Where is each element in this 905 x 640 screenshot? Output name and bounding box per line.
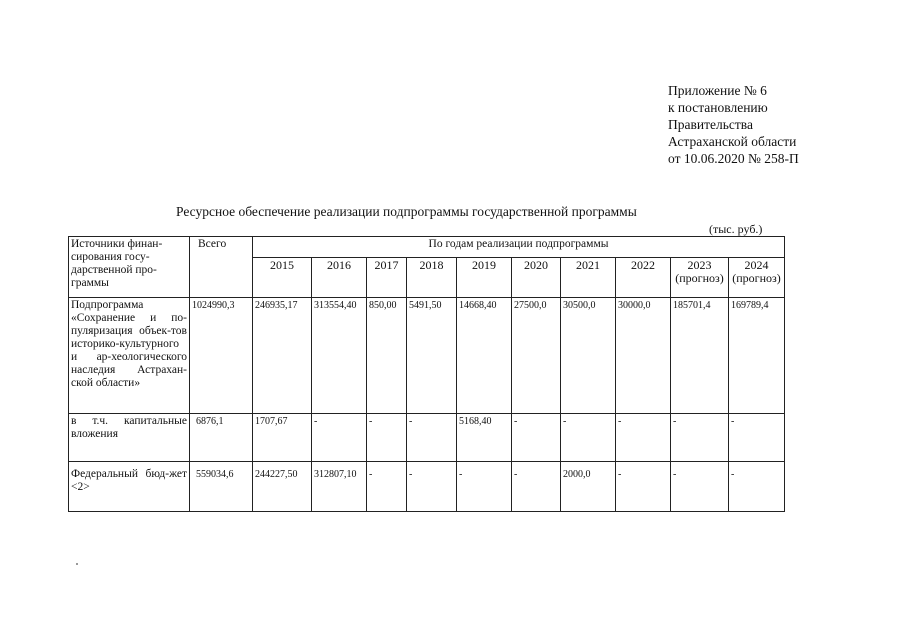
header-year: 2018 xyxy=(407,258,457,298)
row-value: - xyxy=(512,414,561,462)
row-value: - xyxy=(407,462,457,512)
appendix-line: Правительства xyxy=(668,117,753,132)
row-value: 27500,0 xyxy=(512,298,561,414)
header-year: 2024 (прогноз) xyxy=(729,258,785,298)
row-value: 313554,40 xyxy=(312,298,367,414)
unit-label: (тыс. руб.) xyxy=(709,222,763,236)
row-value: 5491,50 xyxy=(407,298,457,414)
header-row-group xyxy=(69,237,785,258)
header-total xyxy=(190,237,253,298)
row-value: 1707,67 xyxy=(253,414,312,462)
header-year: 2019 xyxy=(457,258,512,298)
header-year: 2020 xyxy=(512,258,561,298)
row-value: 30000,0 xyxy=(616,298,671,414)
row-value: - xyxy=(312,414,367,462)
row-value: - xyxy=(729,414,785,462)
header-source xyxy=(69,237,190,298)
table-row xyxy=(69,414,785,462)
row-value: 169789,4 xyxy=(729,298,785,414)
row-value: - xyxy=(671,462,729,512)
header-years-group-label: По годам реализации подпрограммы xyxy=(428,238,609,250)
row-value: 850,00 xyxy=(367,298,407,414)
row-value: - xyxy=(512,462,561,512)
appendix-line: от 10.06.2020 № 258-П xyxy=(668,151,799,166)
row-value: - xyxy=(729,462,785,512)
header-source-label: Источники финан-сирования госу-дарственной про-граммы xyxy=(71,238,163,289)
row-value: 2000,0 xyxy=(561,462,616,512)
appendix-line: к постановлению xyxy=(668,100,768,115)
header-year: 2016 xyxy=(312,258,367,298)
row-value: - xyxy=(561,414,616,462)
header-total-label: Всего xyxy=(198,238,227,250)
row-value: 244227,50 xyxy=(253,462,312,512)
row-value: 30500,0 xyxy=(561,298,616,414)
row-value: 5168,40 xyxy=(457,414,512,462)
header-year: 2017 xyxy=(367,258,407,298)
resource-table xyxy=(68,236,785,512)
row-value: 246935,17 xyxy=(253,298,312,414)
row-value: 185701,4 xyxy=(671,298,729,414)
row-value: - xyxy=(616,414,671,462)
scan-speck xyxy=(76,563,78,565)
header-year: 2022 xyxy=(616,258,671,298)
header-years-group xyxy=(253,237,785,258)
row-value: - xyxy=(407,414,457,462)
row-source: Подпрограмма «Сохранение и по-пуляризация объек-тов историко-культурного и ар-хеологического наследия Астрахан-ской области» xyxy=(69,298,190,414)
table-row xyxy=(69,298,785,414)
row-total: 6876,1 xyxy=(190,414,253,462)
document-title: Ресурсное обеспечение реализации подпрограммы государственной программы xyxy=(176,204,637,219)
row-source: в т.ч. капитальные вложения xyxy=(69,414,190,462)
row-total: 559034,6 xyxy=(190,462,253,512)
row-value: - xyxy=(367,462,407,512)
appendix-block xyxy=(668,82,868,167)
header-year: 2015 xyxy=(253,258,312,298)
row-total: 1024990,3 xyxy=(190,298,253,414)
row-value: - xyxy=(457,462,512,512)
appendix-line: Астраханской области xyxy=(668,134,797,149)
row-source: Федеральный бюд-жет <2> xyxy=(69,462,190,512)
row-value: - xyxy=(367,414,407,462)
row-value: 312807,10 xyxy=(312,462,367,512)
header-year: 2021 xyxy=(561,258,616,298)
row-value: 14668,40 xyxy=(457,298,512,414)
header-year: 2023 (прогноз) xyxy=(671,258,729,298)
appendix-line: Приложение № 6 xyxy=(668,83,767,98)
table-row xyxy=(69,462,785,512)
row-value: - xyxy=(616,462,671,512)
row-value: - xyxy=(671,414,729,462)
